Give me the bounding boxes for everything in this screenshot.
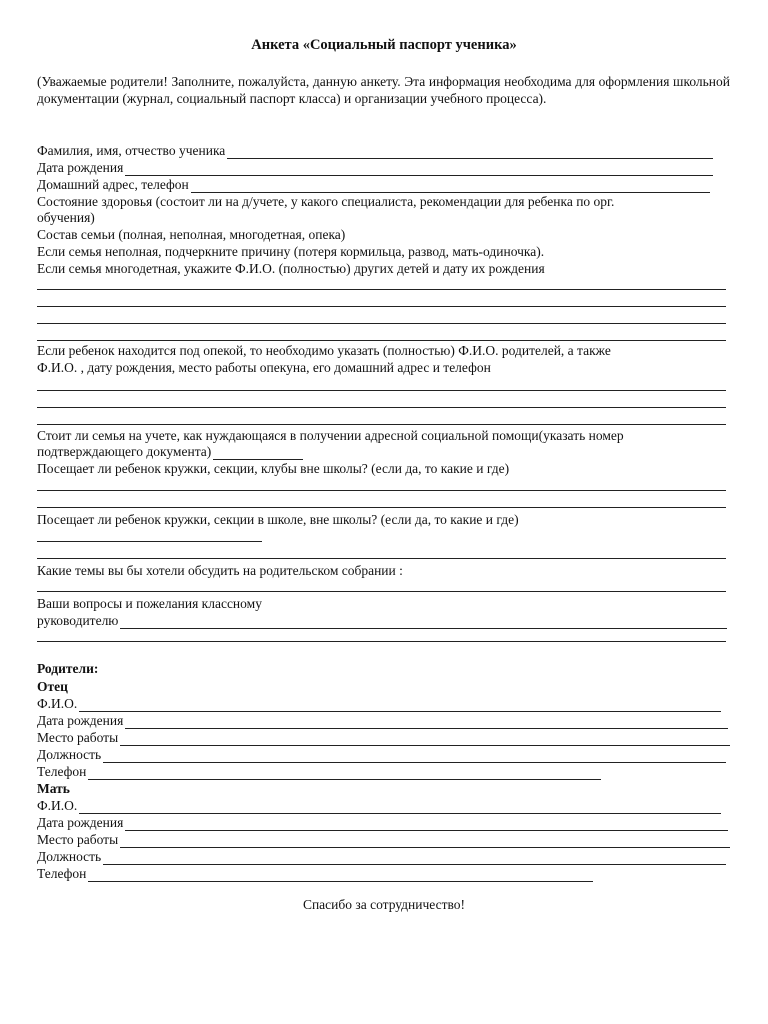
answer-line[interactable] — [37, 541, 262, 542]
mother-heading: Мать — [37, 781, 70, 796]
intro-text: (Уважаемые родители! Заполните, пожалуйста, данную анкету. Эта информация необходима для оформления школьной документации (журнал, социальный паспорт класса) и организации учебного процесса). — [37, 74, 730, 106]
mother-dob-field[interactable] — [37, 815, 728, 831]
mother-work-label: Место работы — [37, 832, 119, 847]
mother-work-field[interactable] — [37, 832, 730, 848]
student-address-label: Домашний адрес, телефон — [37, 177, 189, 192]
father-position-label: Должность — [37, 747, 102, 762]
clubs-outside-label: Посещает ли ребенок кружки, секции, клубы вне школы? (если да, то какие и где) — [37, 461, 510, 476]
mother-position-label: Должность — [37, 849, 102, 864]
welfare-label-2: подтверждающего документа) — [37, 444, 212, 459]
student-fio-label: Фамилия, имя, отчество ученика — [37, 143, 226, 158]
guardian-label-1: Если ребенок находится под опекой, то необходимо указать (полностью) Ф.И.О. родителей, а также — [37, 343, 611, 358]
father-dob-label: Дата рождения — [37, 713, 124, 728]
questions-field[interactable] — [37, 613, 727, 629]
answer-line[interactable] — [37, 289, 726, 290]
health-label-2: обучения) — [37, 210, 95, 225]
student-fio-field[interactable] — [37, 143, 713, 159]
answer-line[interactable] — [37, 641, 726, 642]
father-fio-field[interactable] — [37, 696, 721, 712]
father-position-field[interactable] — [37, 747, 726, 763]
student-address-field[interactable] — [37, 177, 710, 193]
answer-line[interactable] — [37, 490, 726, 491]
student-dob-label: Дата рождения — [37, 160, 124, 175]
questions-label-1: Ваши вопросы и пожелания классному — [37, 596, 262, 611]
health-label-1: Состояние здоровья (состоит ли на д/учете, у какого специалиста, рекомендации для ребенка по орг. — [37, 194, 615, 209]
father-phone-label: Телефон — [37, 764, 87, 779]
welfare-label-1: Стоит ли семья на учете, как нуждающаяся в получении адресной социальной помощи(указать номер — [37, 428, 624, 443]
topics-label: Какие темы вы бы хотели обсудить на родительском собрании : — [37, 563, 403, 578]
father-heading: Отец — [37, 679, 68, 694]
mother-position-field[interactable] — [37, 849, 726, 865]
answer-line[interactable] — [37, 407, 726, 408]
answer-line[interactable] — [37, 591, 726, 592]
father-phone-field[interactable] — [37, 764, 601, 780]
guardian-label-2: Ф.И.О. , дату рождения, место работы опекуна, его домашний адрес и телефон — [37, 360, 491, 375]
incomplete-family-label: Если семья неполная, подчеркните причину (потеря кормильца, развод, мать-одиночка). — [37, 244, 545, 259]
parents-heading: Родители: — [37, 661, 99, 676]
questions-label-2: руководителю — [37, 613, 119, 628]
mother-phone-field[interactable] — [37, 866, 593, 882]
father-work-field[interactable] — [37, 730, 730, 746]
student-dob-field[interactable] — [37, 160, 713, 176]
thanks-text: Спасибо за сотрудничество! — [302, 897, 466, 912]
mother-fio-label: Ф.И.О. — [37, 798, 78, 813]
large-family-label: Если семья многодетная, укажите Ф.И.О. (полностью) других детей и дату их рождения — [37, 261, 545, 276]
father-fio-label: Ф.И.О. — [37, 696, 78, 711]
page-title: Анкета «Социальный паспорт ученика» — [251, 37, 517, 53]
answer-line[interactable] — [37, 323, 726, 324]
mother-dob-label: Дата рождения — [37, 815, 124, 830]
answer-line[interactable] — [37, 558, 726, 559]
answer-line[interactable] — [37, 390, 726, 391]
father-dob-field[interactable] — [37, 713, 728, 729]
answer-line[interactable] — [37, 507, 726, 508]
answer-line[interactable] — [37, 340, 726, 341]
family-label: Состав семьи (полная, неполная, многодетная, опека) — [37, 227, 346, 242]
clubs-school-label: Посещает ли ребенок кружки, секции в школе, вне школы? (если да, то какие и где) — [37, 512, 519, 527]
father-work-label: Место работы — [37, 730, 119, 745]
answer-line[interactable] — [37, 306, 726, 307]
mother-fio-field[interactable] — [37, 798, 721, 814]
answer-line[interactable] — [37, 424, 726, 425]
mother-phone-label: Телефон — [37, 866, 87, 881]
welfare-document-field[interactable] — [37, 444, 303, 460]
